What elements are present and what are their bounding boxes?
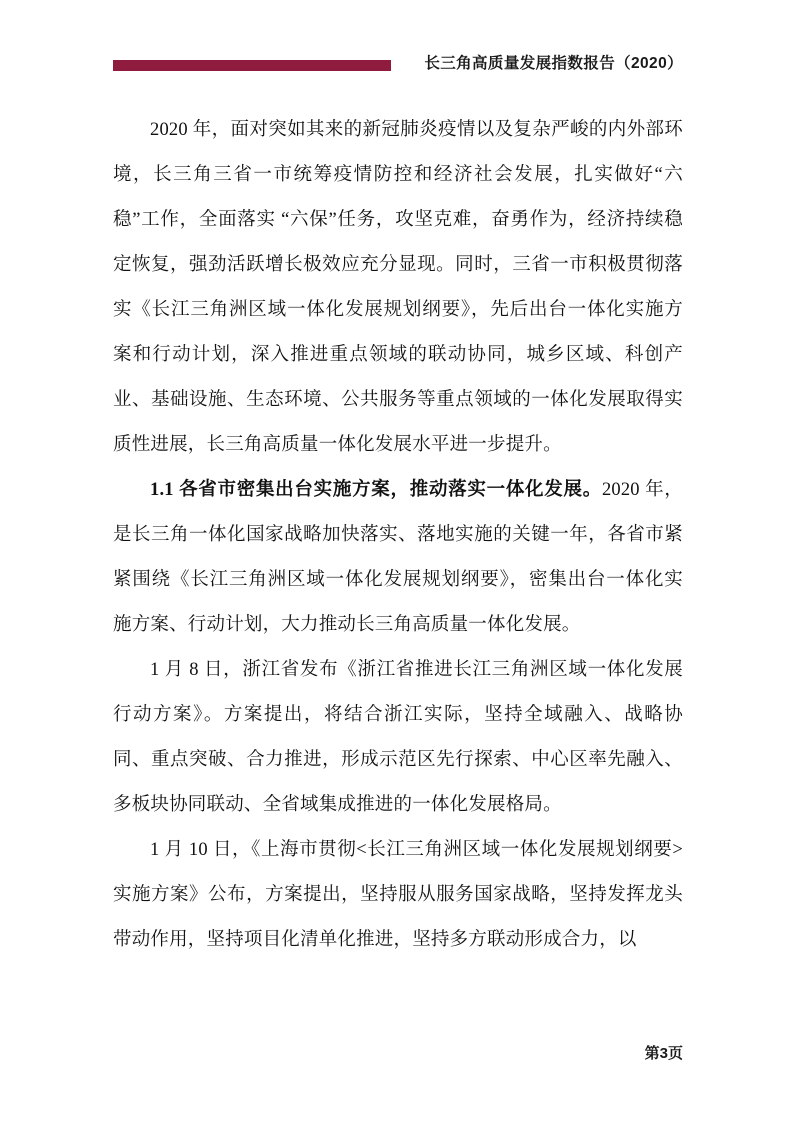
section-heading: 1.1 各省市密集出台实施方案，推动落实一体化发展。 [150, 480, 602, 500]
section-body-text: 2020 年，是长三角一体化国家战略加快落实、落地实施的关键一年，各省市紧紧围绕《长江三角洲区域一体化发展规划纲要》，密集出台一体化实施方案、行动计划，大力推动长三角高质量一体化发展。 [113, 480, 684, 635]
footer-page-number: 3 [659, 1045, 668, 1062]
paragraph-jan10: 1 月 10 日，《上海市贯彻<长江三角洲区域一体化发展规划纲要>实施方案》公布，方案提出，坚持服从服务国家战略，坚持发挥龙头带动作用，坚持项目化清单化推进，坚持多方联动形成合力，以 [113, 840, 683, 950]
page-content [113, 108, 683, 963]
paragraph-jan8: 1 月 8 日，浙江省发布《浙江省推进长江三角洲区域一体化发展行动方案》。方案提出，将结合浙江实际，坚持全域融入、战略协同、重点突破、合力推进，形成示范区先行探索、中心区率先融入、多板块协同联动、全省域集成推进的一体化发展格局。 [113, 660, 683, 815]
footer-suffix: 页 [667, 1045, 683, 1062]
section-paragraph [113, 468, 683, 648]
header-accent-rule [113, 60, 391, 71]
footer-prefix: 第 [644, 1045, 660, 1062]
header-title: 长三角高质量发展指数报告（2020） [424, 55, 683, 73]
page-footer [113, 1042, 683, 1063]
paragraph-intro: 2020 年，面对突如其来的新冠肺炎疫情以及复杂严峻的内外部环境，长三角三省一市统筹疫情防控和经济社会发展，扎实做好“六稳”工作，全面落实 “六保”任务，攻坚克难，奋勇作为，经济持续稳定恢复，强劲活跃增长极效应充分显现。同时，三省一市积极贯彻落实《长江三角洲区域一体化发展规划纲要》，先后出台一体化实施方案和行动计划，深入推进重点领域的联动协同，城乡区域、科创产业、基础设施、生态环境、公共服务等重点领域的一体化发展取得实质性进展，长三角高质量一体化发展水平进一步提升。 [113, 120, 683, 455]
page-header [113, 46, 683, 84]
